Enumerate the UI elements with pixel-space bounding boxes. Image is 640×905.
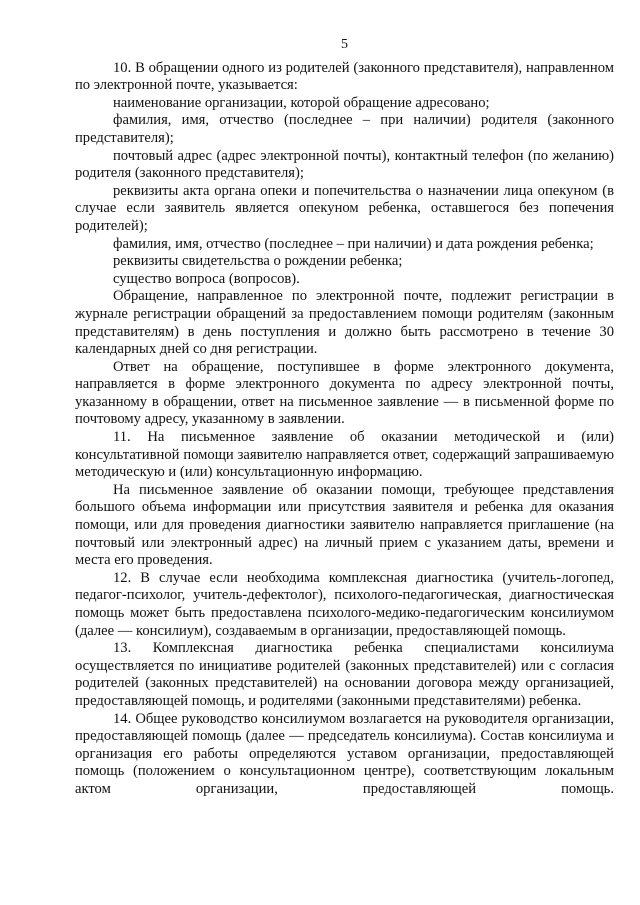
paragraph-parent-name: фамилия, имя, отчество (последнее – при наличии) родителя (законного представителя); (75, 112, 614, 146)
paragraph-13: 13. Комплексная диагностика ребенка специалистами консилиума осуществляется по инициативе родителей (законных представителей) или с согласия родителей (законных представителей) на основании договора между организацией, предоставляющей помощь, и родителями (законными представителями) ребенка. (75, 640, 614, 709)
paragraph-birth-certificate: реквизиты свидетельства о рождении ребенка; (113, 253, 403, 270)
paragraph-organization-name: наименование организации, которой обращение адресовано; (113, 94, 490, 111)
paragraph-email-registration: Обращение, направленное по электронной почте, подлежит регистрации в журнале регистрации обращений за предоставлением помощи родителям (законным представителям) в день поступления и должно быть рассмотрено в течение 30 календарных дней со дня регистрации. (75, 288, 614, 358)
paragraph-electronic-reply: Ответ на обращение, поступившее в форме электронного документа, направляется в форме электронного документа по адресу электронной почты, указанному в обращении, ответ на письменное заявление — в письменной форме по почтовому адресу, указанному в заявлении. (75, 358, 614, 428)
paragraph-10-intro: 10. В обращении одного из родителей (законного представителя), направленном по электронной почте, указывается: (75, 59, 614, 94)
paragraph-invitation: На письменное заявление об оказании помощи, требующее представления большого объема информации или присутствия заявителя и ребенка для оказания помощи, или для проведения диагностики заявителю направляется приглашение (на почтовый или электронный адрес) на личный прием с указанием даты, времени и места его проведения. (75, 481, 614, 569)
paragraph-postal-address: почтовый адрес (адрес электронной почты), контактный телефон (по желанию) родителя (законного представителя); (75, 147, 614, 182)
paragraph-11: 11. На письменное заявление об оказании методической и (или) консультативной помощи заявителю направляется ответ, содержащий запрашиваемую методическую и (или) консультационную информацию. (75, 429, 614, 481)
paragraph-child-name: фамилия, имя, отчество (последнее – при наличии) и дата рождения ребенка; (113, 235, 594, 252)
paragraph-guardianship-act: реквизиты акта органа опеки и попечительства о назначении лица опекуном (в случае если заявитель является опекуном ребенка, оставшегося без попечения родителей); (75, 182, 614, 234)
paragraph-question-essence: существо вопроса (вопросов). (113, 270, 300, 287)
page-number: 5 (341, 37, 348, 52)
paragraph-14: 14. Общее руководство консилиумом возлагается на руководителя организации, предоставляющей помощь (далее — председатель консилиума). Состав консилиума и организация его работы определяются уставом организации, предоставляющей помощь (положением о консультационном центре), соответствующим локальным актом организации, предоставляющей помощь. (75, 710, 614, 797)
paragraph-12: 12. В случае если необходима комплексная диагностика (учитель-логопед, педагог-психолог, учитель-дефектолог), психолого-педагогическая, диагностическая помощь может быть предоставлена психолого-медико-педагогическим консилиумом (далее — консилиум), создаваемым в организации, предоставляющей помощь. (75, 569, 614, 639)
